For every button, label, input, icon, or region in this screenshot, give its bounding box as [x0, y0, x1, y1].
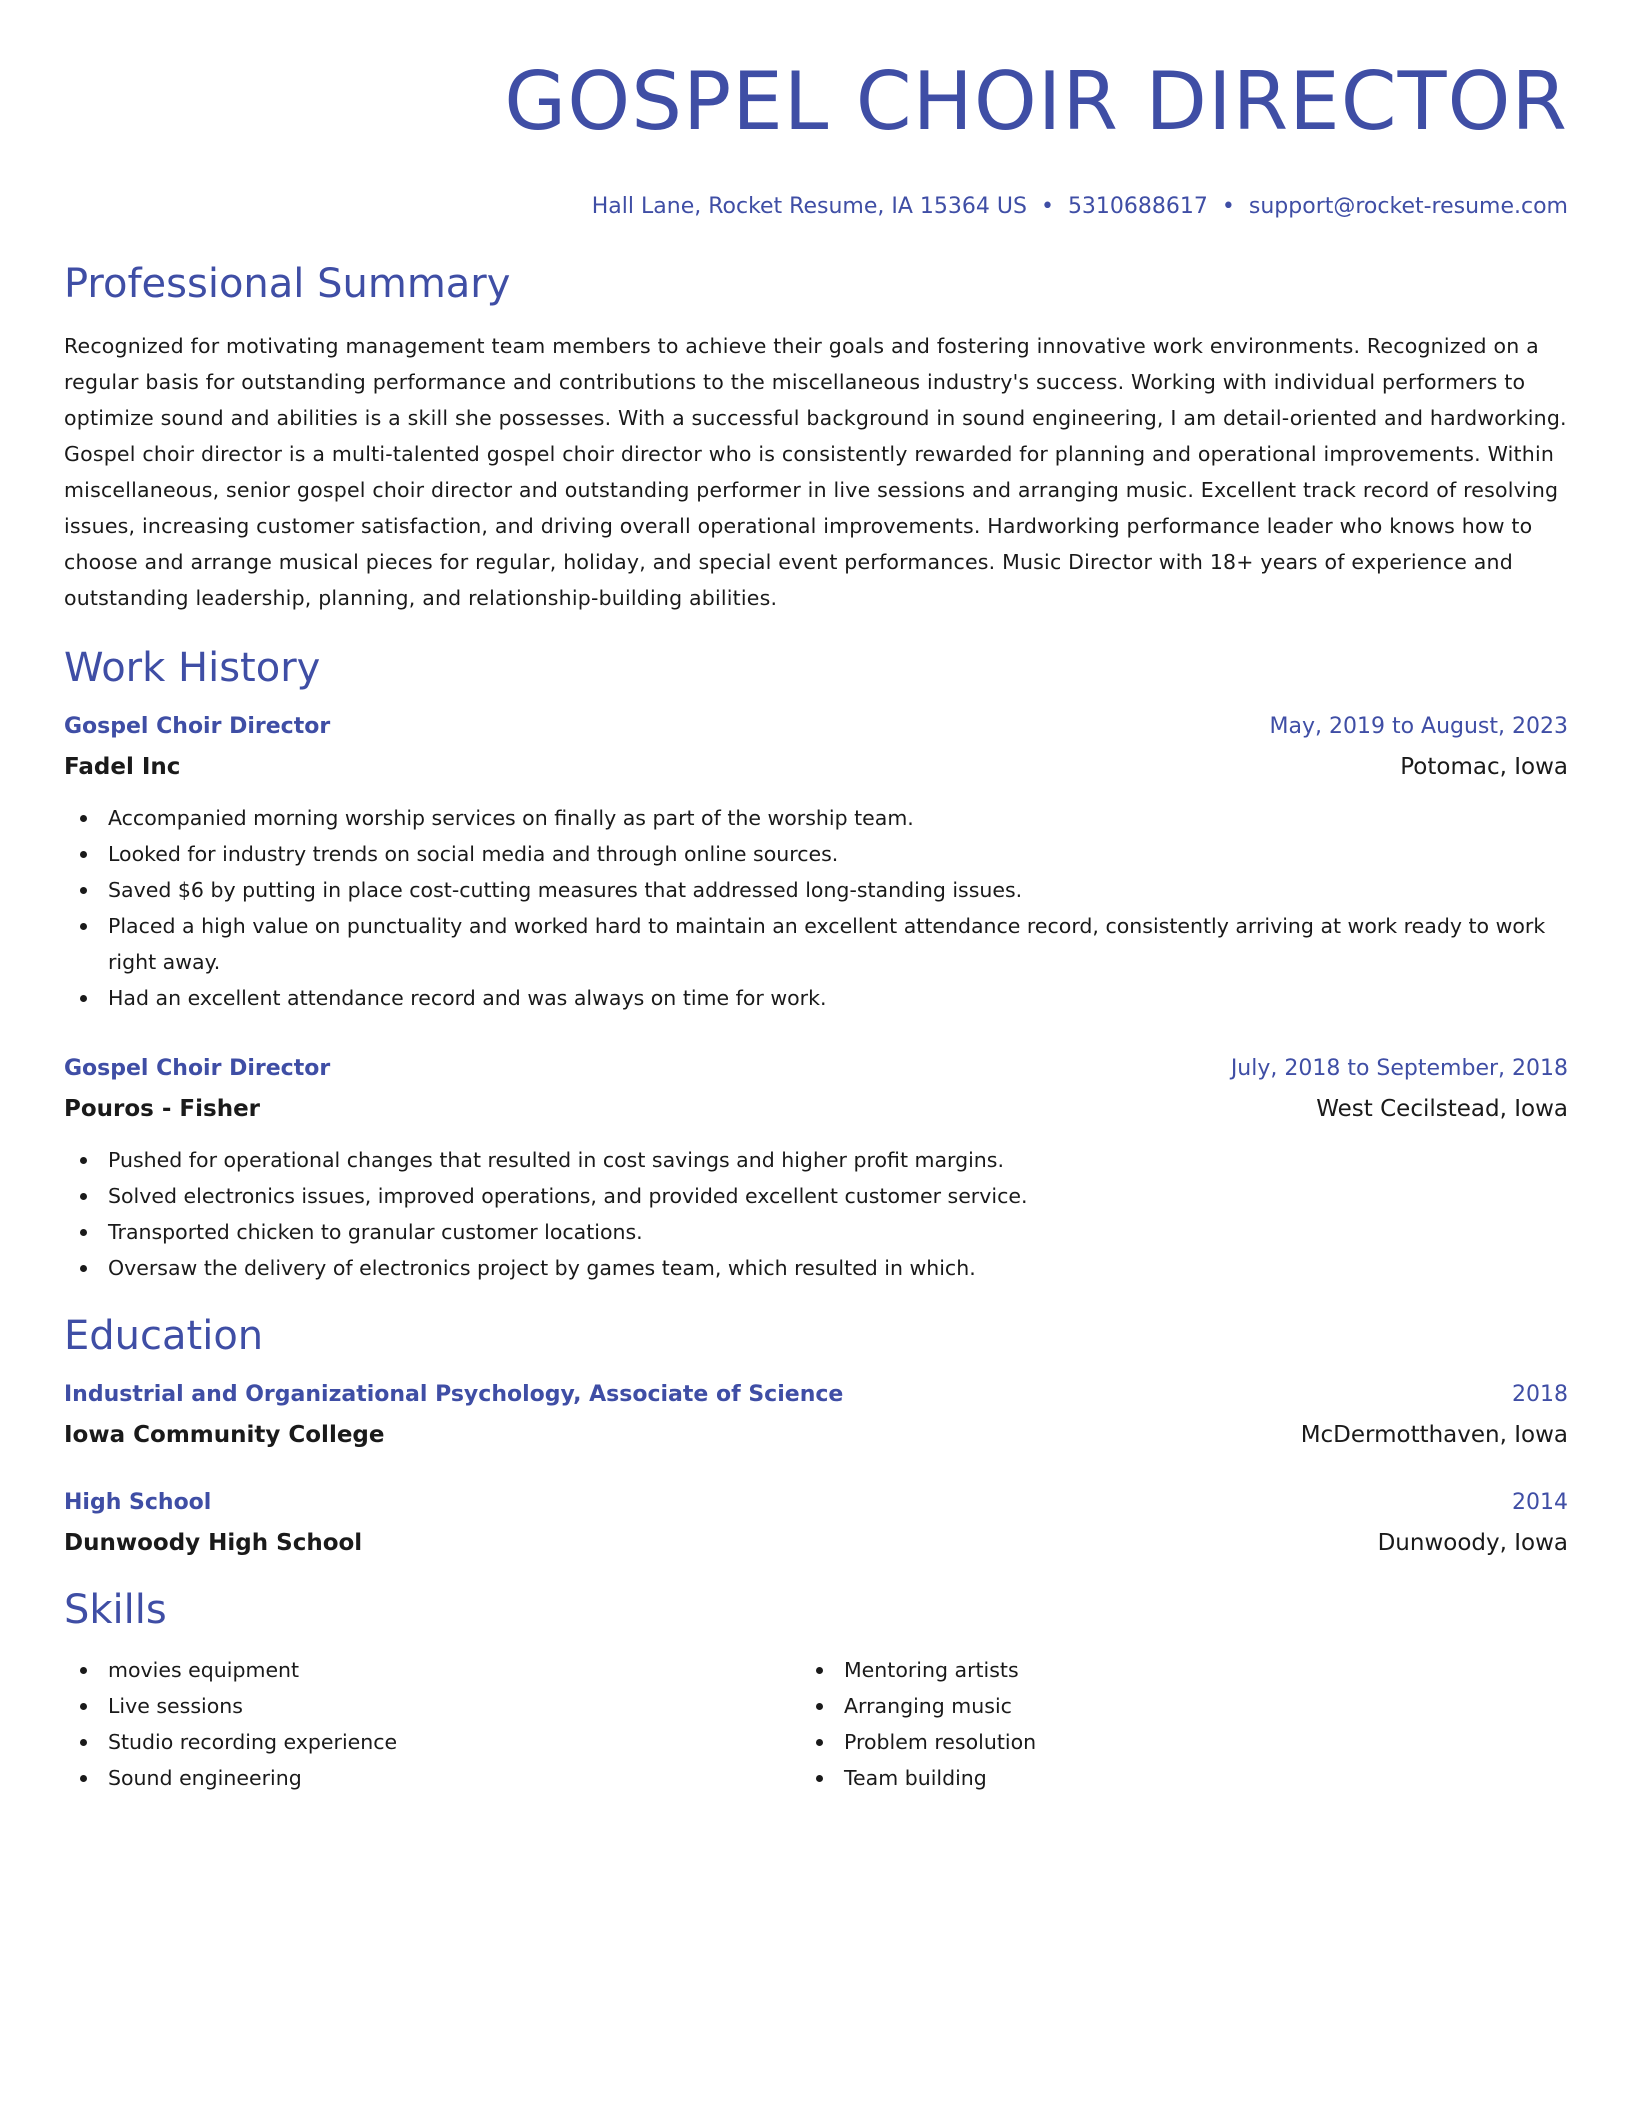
job-role: Gospel Choir Director	[64, 1056, 331, 1081]
job-company-row	[64, 1094, 1568, 1124]
bullet-item: Looked for industry trends on social media and through online sources.	[64, 836, 1568, 872]
education-school: Dunwoody High School	[64, 1530, 363, 1556]
section-heading-skills: Skills	[64, 1587, 167, 1633]
skill-item: Mentoring artists	[800, 1652, 1536, 1688]
education-school-row	[64, 1528, 1568, 1558]
education-school: Iowa Community College	[64, 1422, 385, 1448]
bullet-item: Pushed for operational changes that resulted in cost savings and higher profit margins.	[64, 1142, 1568, 1178]
skills-column-right	[800, 1652, 1536, 1796]
job-dates: July, 2018 to September, 2018	[1230, 1056, 1568, 1081]
job-role: Gospel Choir Director	[64, 714, 331, 739]
skill-item: Studio recording experience	[64, 1724, 800, 1760]
job-location: West Cecilstead, Iowa	[1316, 1096, 1568, 1122]
job-company-row	[64, 752, 1568, 782]
bullet-item: Had an excellent attendance record and was always on time for work.	[64, 980, 1568, 1016]
education-degree-row	[64, 1488, 1568, 1518]
section-heading-education: Education	[64, 1313, 264, 1359]
job-bullets	[64, 1142, 1568, 1286]
bullet-item: Accompanied morning worship services on finally as part of the worship team.	[64, 800, 1568, 836]
job-role-row	[64, 712, 1568, 742]
candidate-title: GOSPEL CHOIR DIRECTOR	[504, 55, 1568, 148]
job-dates: May, 2019 to August, 2023	[1269, 714, 1568, 739]
phone-text: 5310688617	[1067, 194, 1208, 219]
job-company: Pouros - Fisher	[64, 1096, 261, 1122]
skill-item: Team building	[800, 1760, 1536, 1796]
resume-header	[64, 52, 1568, 222]
education-location: McDermotthaven, Iowa	[1300, 1422, 1568, 1448]
skill-item: movies equipment	[64, 1652, 800, 1688]
summary-paragraph: Recognized for motivating management team members to achieve their goals and fostering innovative work environments. Recognized on a regular basis for outstanding performance and contributions to the miscellaneous industry's success. Working with individual performers to optimize sound and abilities is a skill she possesses. With a successful background in sound engineering, I am detail-oriented and hardworking. Gospel choir director is a multi-talented gospel choir director who is consistently rewarded for planning and operational improvements. Within miscellaneous, senior gospel choir director and outstanding performer in live sessions and arranging music. Excellent track record of resolving issues, increasing customer satisfaction, and driving overall operational improvements. Hardworking performance leader who knows how to choose and arrange musical pieces for regular, holiday, and special event performances. Music Director with 18+ years of experience and outstanding leadership, planning, and relationship-building abilities.	[64, 334, 1567, 610]
summary-section	[64, 260, 1568, 616]
education-entry	[64, 1488, 1568, 1558]
job-bullets	[64, 800, 1568, 1016]
education-year: 2018	[1512, 1382, 1568, 1407]
skills-grid	[64, 1652, 1568, 1796]
bullet-item: Saved $6 by putting in place cost-cutting measures that addressed long-standing issues.	[64, 872, 1568, 908]
education-degree: Industrial and Organizational Psychology, Associate of Science	[64, 1382, 844, 1407]
education-degree: High School	[64, 1490, 212, 1515]
job-location: Potomac, Iowa	[1400, 754, 1568, 780]
skill-item: Sound engineering	[64, 1760, 800, 1796]
separator-dot: •	[1040, 194, 1054, 219]
separator-dot: •	[1221, 194, 1235, 219]
education-section	[64, 1312, 1568, 1558]
job-entry	[64, 1054, 1568, 1286]
email-link[interactable]: support@rocket-resume.com	[1248, 194, 1568, 219]
education-school-row	[64, 1420, 1568, 1450]
section-heading-summary: Professional Summary	[64, 261, 511, 307]
address-text: Hall Lane, Rocket Resume, IA 15364 US	[591, 194, 1027, 219]
skill-item: Live sessions	[64, 1688, 800, 1724]
bullet-item: Oversaw the delivery of electronics project by games team, which resulted in which.	[64, 1250, 1568, 1286]
work-history-section	[64, 644, 1568, 1286]
job-role-row	[64, 1054, 1568, 1084]
education-entry	[64, 1380, 1568, 1450]
skills-column-left	[64, 1652, 800, 1796]
contact-line	[64, 192, 1568, 222]
bullet-item: Placed a high value on punctuality and worked hard to maintain an excellent attendance record, consistently arriving at work ready to work right away.	[64, 908, 1568, 980]
job-company: Fadel Inc	[64, 754, 181, 780]
skill-item: Problem resolution	[800, 1724, 1536, 1760]
skill-item: Arranging music	[800, 1688, 1536, 1724]
education-year: 2014	[1512, 1490, 1568, 1515]
education-degree-row	[64, 1380, 1568, 1410]
section-heading-work: Work History	[64, 645, 321, 691]
job-entry	[64, 712, 1568, 1016]
education-location: Dunwoody, Iowa	[1377, 1530, 1568, 1556]
skills-section	[64, 1586, 1568, 1796]
bullet-item: Transported chicken to granular customer locations.	[64, 1214, 1568, 1250]
bullet-item: Solved electronics issues, improved operations, and provided excellent customer service.	[64, 1178, 1568, 1214]
